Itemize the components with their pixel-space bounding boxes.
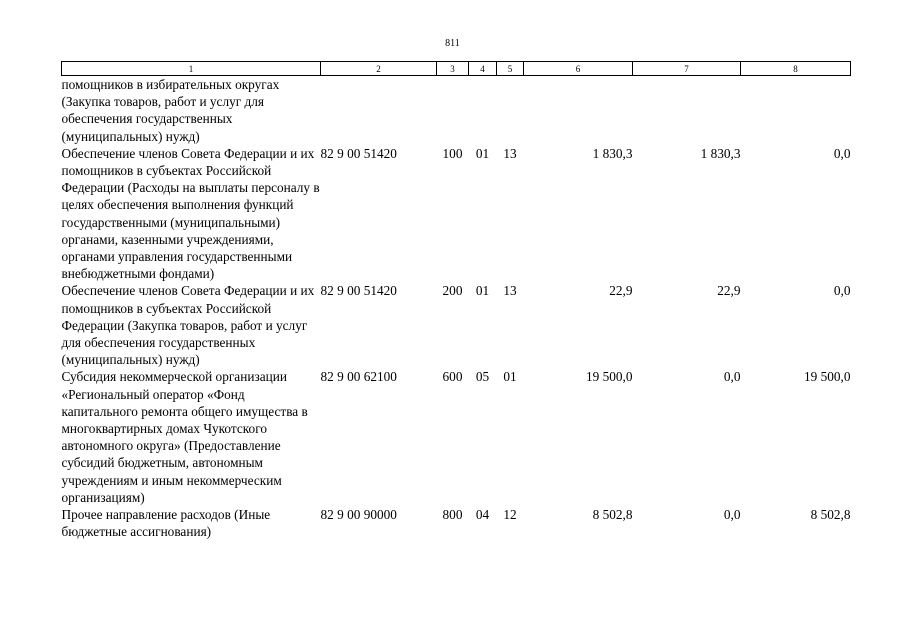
amount-total: 19 500,0 bbox=[585, 369, 633, 385]
expense-type: 200 bbox=[442, 283, 463, 299]
column-number-1: 1 bbox=[62, 62, 321, 76]
target-code: 82 9 00 90000 bbox=[320, 507, 397, 523]
section-code: 01 bbox=[475, 283, 490, 299]
column-number-6: 6 bbox=[524, 62, 633, 76]
amount-total: 1 830,3 bbox=[592, 145, 633, 161]
expense-name: помощников в избирательных округах (Закупка товаров, работ и услуг для обеспечения государственных (муниципальных) нужд) bbox=[61, 77, 280, 144]
expense-name: Субсидия некоммерческой организации «Региональный оператор «Фонд капитального ремонта общего имущества в многоквартирных домах Чукотского автономного округа» (Предоставление субсидий бюджетным, автономным учреждениям и иным некоммерческим организациям) bbox=[61, 369, 308, 505]
expense-type: 100 bbox=[442, 145, 463, 161]
column-number-7: 7 bbox=[633, 62, 741, 76]
expense-name: Обеспечение членов Совета Федерации и их помощников в субъектах Российской Федерации (Закупка товаров, работ и услуг для обеспечения государственных (муниципальных) нужд) bbox=[61, 283, 315, 368]
table-row bbox=[62, 506, 851, 540]
column-number-8: 8 bbox=[741, 62, 851, 76]
page-number: 811 bbox=[445, 38, 460, 49]
section-code bbox=[469, 76, 497, 145]
table-row bbox=[62, 145, 851, 283]
expense-type: 600 bbox=[442, 369, 463, 385]
target-code: 82 9 00 62100 bbox=[320, 369, 397, 385]
amount-col-8: 19 500,0 bbox=[803, 369, 851, 385]
subsection-code bbox=[497, 76, 524, 145]
column-number-4: 4 bbox=[469, 62, 497, 76]
amount-col-7: 22,9 bbox=[717, 283, 741, 299]
column-number-header bbox=[62, 62, 851, 76]
table-row bbox=[62, 76, 851, 145]
column-number-3: 3 bbox=[437, 62, 469, 76]
subsection-code: 12 bbox=[503, 507, 517, 523]
amount-col-7 bbox=[633, 76, 741, 145]
amount-total: 22,9 bbox=[609, 283, 633, 299]
expense-name: Прочее направление расходов (Иные бюджетные ассигнования) bbox=[61, 507, 271, 540]
expense-type bbox=[437, 76, 469, 145]
amount-col-8: 0,0 bbox=[833, 145, 851, 161]
section-code: 05 bbox=[475, 369, 490, 385]
expense-type: 800 bbox=[442, 507, 463, 523]
amount-total bbox=[524, 76, 633, 145]
column-number-5: 5 bbox=[497, 62, 524, 76]
subsection-code: 01 bbox=[503, 369, 517, 385]
target-code: 82 9 00 51420 bbox=[320, 145, 397, 161]
amount-col-7: 1 830,3 bbox=[700, 145, 741, 161]
amount-col-7: 0,0 bbox=[723, 369, 741, 385]
amount-col-7: 0,0 bbox=[723, 507, 741, 523]
target-code: 82 9 00 51420 bbox=[320, 283, 397, 299]
expense-name: Обеспечение членов Совета Федерации и их помощников в субъектах Российской Федерации (Расходы на выплаты персоналу в целях обеспечения выполнения функций государственными (муниципальными) органами, казенными учреждениями, органами управления государственными внебюджетными фондами) bbox=[61, 145, 320, 282]
amount-col-8: 0,0 bbox=[833, 283, 851, 299]
budget-table bbox=[61, 61, 851, 540]
subsection-code: 13 bbox=[503, 145, 517, 161]
section-code: 04 bbox=[475, 507, 490, 523]
section-code: 01 bbox=[475, 145, 490, 161]
table-row bbox=[62, 368, 851, 506]
subsection-code: 13 bbox=[503, 283, 517, 299]
amount-col-8 bbox=[741, 76, 851, 145]
amount-total: 8 502,8 bbox=[592, 507, 633, 523]
table-row bbox=[62, 282, 851, 368]
target-code bbox=[321, 76, 437, 145]
amount-col-8: 8 502,8 bbox=[810, 507, 851, 523]
column-number-2: 2 bbox=[321, 62, 437, 76]
